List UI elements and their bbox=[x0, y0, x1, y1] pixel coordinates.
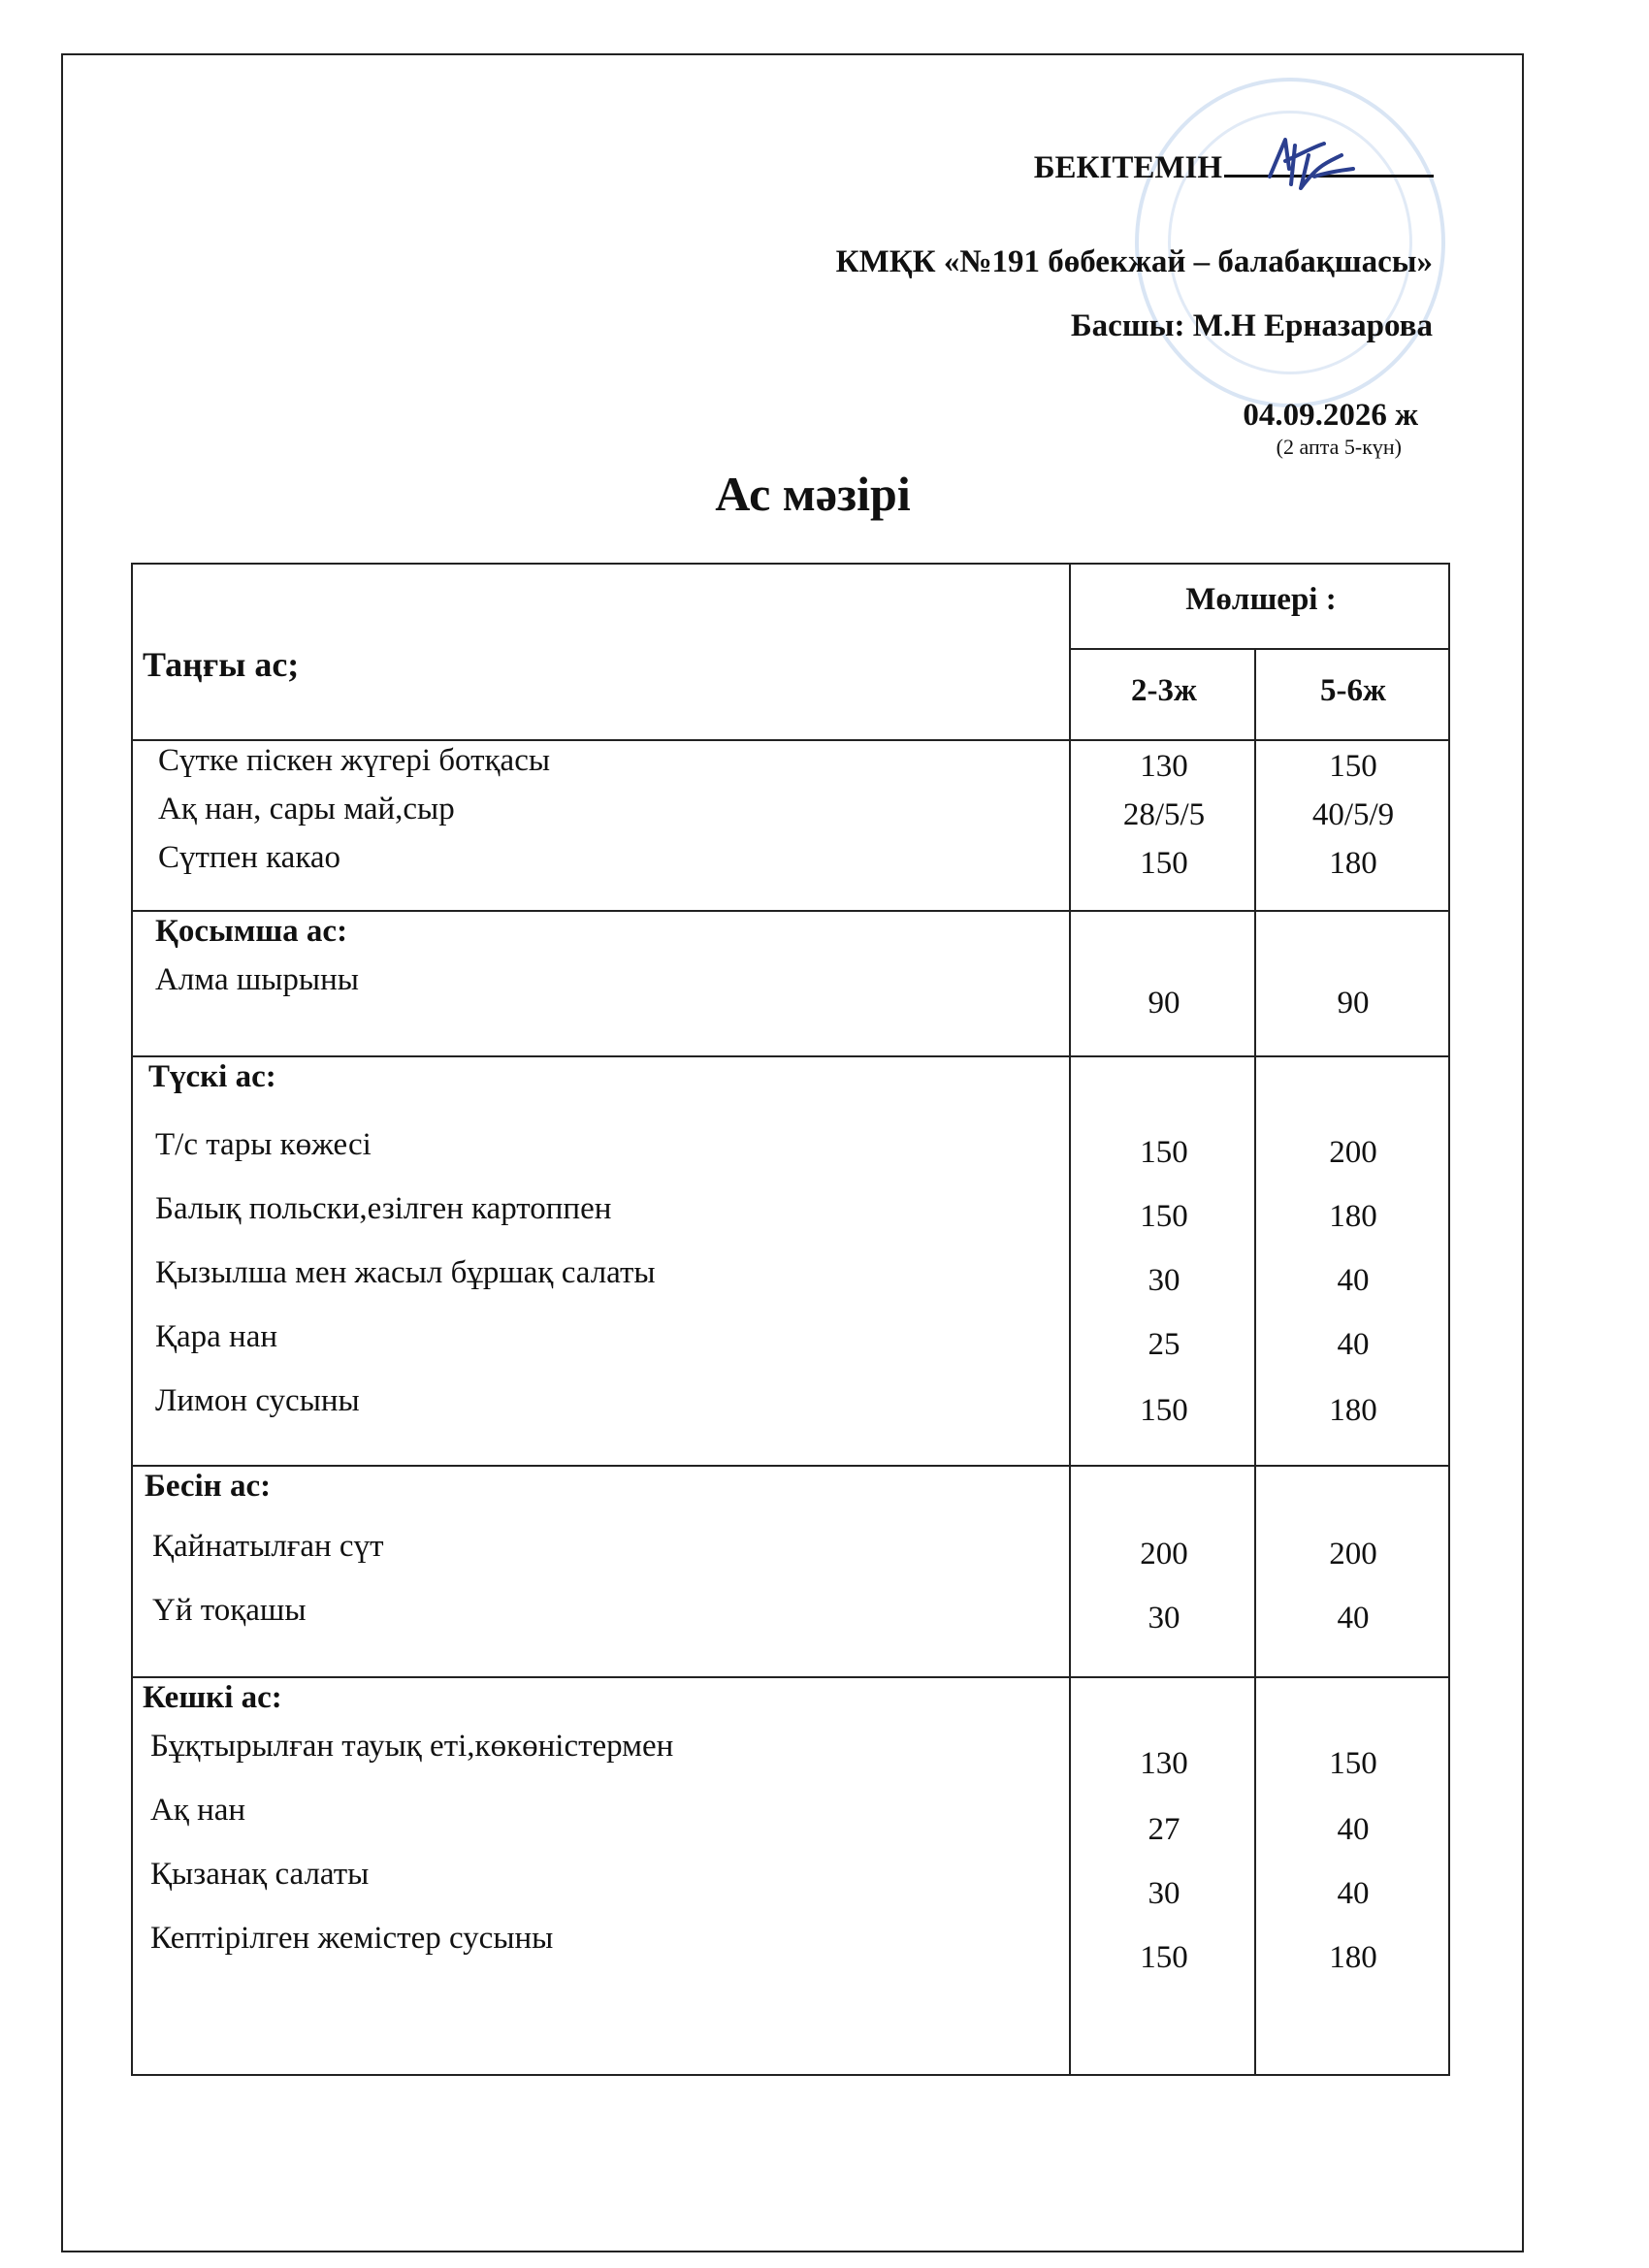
dish-name: Қара нан bbox=[155, 1319, 278, 1354]
menu-table bbox=[131, 563, 1450, 2076]
portion-2-3: 30 bbox=[1148, 1601, 1180, 1636]
approval-line bbox=[1034, 150, 1434, 186]
section-heading-lunch: Түскі ас: bbox=[148, 1059, 276, 1094]
section-heading-afternoon: Бесін ас: bbox=[145, 1469, 272, 1504]
portion-2-3: 150 bbox=[1140, 1940, 1188, 1975]
dish-name: Кептірілген жемістер сусыны bbox=[150, 1921, 554, 1956]
table-row-divider bbox=[131, 1055, 1450, 1057]
portion-5-6: 40 bbox=[1337, 1327, 1370, 1362]
dish-name: Қызанақ салаты bbox=[150, 1857, 370, 1892]
portion-2-3: 150 bbox=[1140, 1135, 1188, 1170]
portion-5-6: 40 bbox=[1337, 1876, 1370, 1911]
portion-5-6: 90 bbox=[1337, 986, 1370, 1021]
portion-2-3: 200 bbox=[1140, 1537, 1188, 1571]
menu-date: 04.09.2026 ж bbox=[1243, 398, 1418, 433]
portion-5-6: 180 bbox=[1329, 1199, 1377, 1234]
section-heading-dinner: Кешкі ас: bbox=[143, 1680, 282, 1715]
portion-5-6: 180 bbox=[1329, 846, 1377, 881]
table-row-divider bbox=[131, 910, 1450, 912]
portion-2-3: 28/5/5 bbox=[1122, 797, 1206, 832]
portion-5-6: 150 bbox=[1329, 1746, 1377, 1781]
portion-2-3: 150 bbox=[1140, 1393, 1188, 1428]
portion-5-6: 40/5/9 bbox=[1311, 797, 1395, 832]
dish-name: Ақ нан, сары май,сыр bbox=[158, 792, 455, 826]
approval-label: БЕКІТЕМІН bbox=[1033, 150, 1222, 185]
table-column-divider bbox=[1069, 563, 1071, 2076]
dish-name: Сүтпен какао bbox=[158, 840, 341, 875]
portion-5-6: 180 bbox=[1329, 1393, 1377, 1428]
table-row-divider bbox=[131, 1465, 1450, 1467]
portion-2-3: 27 bbox=[1148, 1812, 1180, 1847]
age-col-2-3: 2-3ж bbox=[1131, 673, 1197, 708]
dish-name: Алма шырыны bbox=[155, 962, 359, 997]
organization-name: КМҚК «№191 бөбекжай – балабақшасы» bbox=[835, 244, 1433, 279]
portion-2-3: 30 bbox=[1148, 1876, 1180, 1911]
portion-5-6: 40 bbox=[1337, 1263, 1370, 1298]
dish-name: Балық польски,езілген картоппен bbox=[155, 1191, 612, 1226]
dish-name: Ақ нан bbox=[150, 1793, 246, 1828]
dish-name: Үй тоқашы bbox=[152, 1593, 307, 1628]
age-col-5-6: 5-6ж bbox=[1320, 673, 1386, 708]
dish-name: Қайнатылған сүт bbox=[152, 1529, 384, 1564]
table-row-divider bbox=[131, 739, 1450, 741]
portion-5-6: 200 bbox=[1329, 1537, 1377, 1571]
portion-2-3: 130 bbox=[1140, 1746, 1188, 1781]
director-name: Басшы: М.Н Ерназарова bbox=[1070, 308, 1433, 343]
portion-5-6: 40 bbox=[1337, 1812, 1370, 1847]
portion-2-3: 150 bbox=[1140, 846, 1188, 881]
portion-2-3: 30 bbox=[1148, 1263, 1180, 1298]
breakfast-heading: Таңғы ас; bbox=[143, 645, 300, 684]
table-border-bottom bbox=[131, 2074, 1450, 2076]
amount-header: Мөлшері : bbox=[1185, 582, 1337, 617]
portion-2-3: 130 bbox=[1140, 749, 1188, 784]
section-heading-snack: Қосымша ас: bbox=[155, 914, 348, 949]
dish-name: Бұқтырылған тауық еті,көкөністермен bbox=[150, 1729, 674, 1764]
week-day-note: (2 апта 5-күн) bbox=[1276, 435, 1402, 459]
table-border-top bbox=[131, 563, 1450, 565]
table-border-right bbox=[1448, 563, 1450, 2076]
portion-2-3: 90 bbox=[1148, 986, 1180, 1021]
table-age-divider bbox=[1254, 648, 1256, 2076]
portion-2-3: 150 bbox=[1140, 1199, 1188, 1234]
dish-name: Лимон сусыны bbox=[155, 1383, 360, 1418]
handwritten-signature bbox=[1256, 126, 1363, 204]
portion-5-6: 150 bbox=[1329, 749, 1377, 784]
portion-5-6: 180 bbox=[1329, 1940, 1377, 1975]
table-row-divider bbox=[131, 1676, 1450, 1678]
table-border-left bbox=[131, 563, 133, 2076]
dish-name: Қызылша мен жасыл бұршақ салаты bbox=[155, 1255, 656, 1290]
portion-2-3: 25 bbox=[1148, 1327, 1180, 1362]
page-title: Ас мәзірі bbox=[715, 467, 911, 521]
portion-5-6: 40 bbox=[1337, 1601, 1370, 1636]
portion-5-6: 200 bbox=[1329, 1135, 1377, 1170]
dish-name: Т/с тары көжесі bbox=[155, 1127, 372, 1162]
table-header-divider bbox=[1069, 648, 1450, 650]
dish-name: Сүтке піскен жүгері ботқасы bbox=[158, 743, 551, 778]
